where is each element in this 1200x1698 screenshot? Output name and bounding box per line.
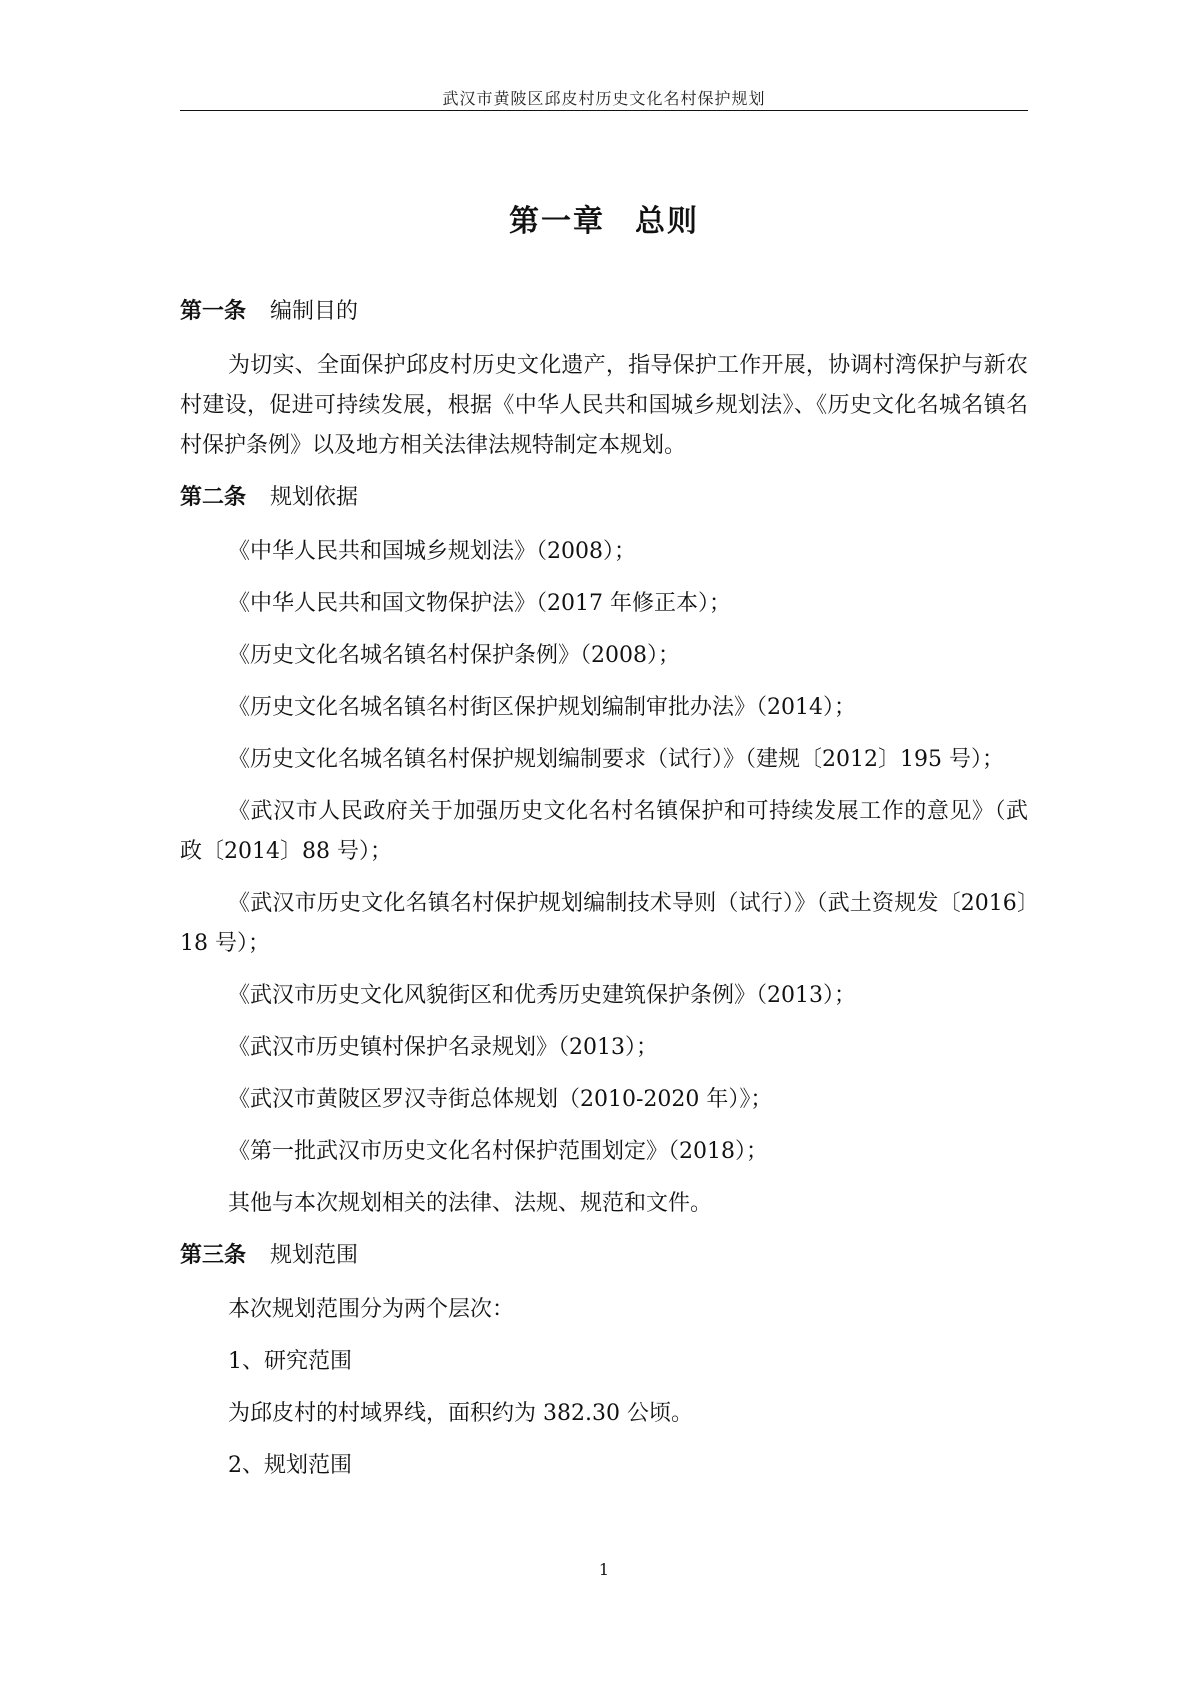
article-number: 第一条 [180, 299, 247, 324]
header-rule [180, 110, 1028, 111]
reference-item: 《历史文化名城名镇名村街区保护规划编制审批办法》（2014）； [228, 695, 856, 720]
reference-item: 《历史文化名城名镇名村保护规划编制要求（试行）》（建规〔2012〕195 号）； [228, 747, 1004, 772]
reference-item: 《武汉市历史文化名镇名村保护规划编制技术导则（试行）》（武土资规发〔2016〕18 号）； [180, 891, 1028, 956]
reference-item: 其他与本次规划相关的法律、法规、规范和文件。 [228, 1191, 713, 1216]
paragraph: 1、研究范围 [228, 1349, 352, 1374]
document-body [180, 292, 1028, 1498]
reference-item: 《历史文化名城名镇名村保护条例》（2008）； [228, 643, 680, 668]
reference-item: 《武汉市历史镇村保护名录规划》（2013）； [228, 1035, 658, 1060]
article-heading [180, 478, 1028, 518]
page-number: 1 [598, 1560, 610, 1579]
article-heading [180, 1236, 1028, 1276]
running-header: 武汉市黄陂区邱皮村历史文化名村保护规划 [442, 89, 766, 108]
paragraph: 为邱皮村的村域界线，面积约为 382.30 公顷。 [228, 1401, 693, 1426]
article-title: 编制目的 [270, 299, 359, 324]
article-number: 第二条 [180, 485, 247, 510]
reference-item: 《中华人民共和国城乡规划法》（2008）； [228, 539, 636, 564]
reference-item: 《武汉市人民政府关于加强历史文化名村名镇保护和可持续发展工作的意见》（武政〔2014〕88 号）； [180, 799, 1028, 864]
article-heading [180, 292, 1028, 332]
chapter-title [180, 196, 1028, 240]
chapter-number: 第一章 [509, 204, 605, 239]
reference-item: 《武汉市历史文化风貌街区和优秀历史建筑保护条例》（2013）； [228, 983, 856, 1008]
chapter-name: 总则 [635, 204, 699, 239]
reference-item: 《第一批武汉市历史文化名村保护范围划定》（2018）； [228, 1139, 768, 1164]
reference-item: 《武汉市黄陂区罗汉寺街总体规划（2010-2020 年）》； [228, 1087, 773, 1112]
paragraph: 本次规划范围分为两个层次： [228, 1297, 515, 1322]
article-number: 第三条 [180, 1243, 247, 1268]
paragraph: 为切实、全面保护邱皮村历史文化遗产，指导保护工作开展，协调村湾保护与新农村建设，促进可持续发展，根据《中华人民共和国城乡规划法》、《历史文化名城名镇名村保护条例》以及地方相关法律法规特制定本规划。 [180, 353, 1028, 458]
reference-item: 《中华人民共和国文物保护法》（2017 年修正本）； [228, 591, 731, 616]
article-title: 规划依据 [270, 485, 359, 510]
paragraph: 2、规划范围 [228, 1453, 352, 1478]
article-title: 规划范围 [270, 1243, 359, 1268]
